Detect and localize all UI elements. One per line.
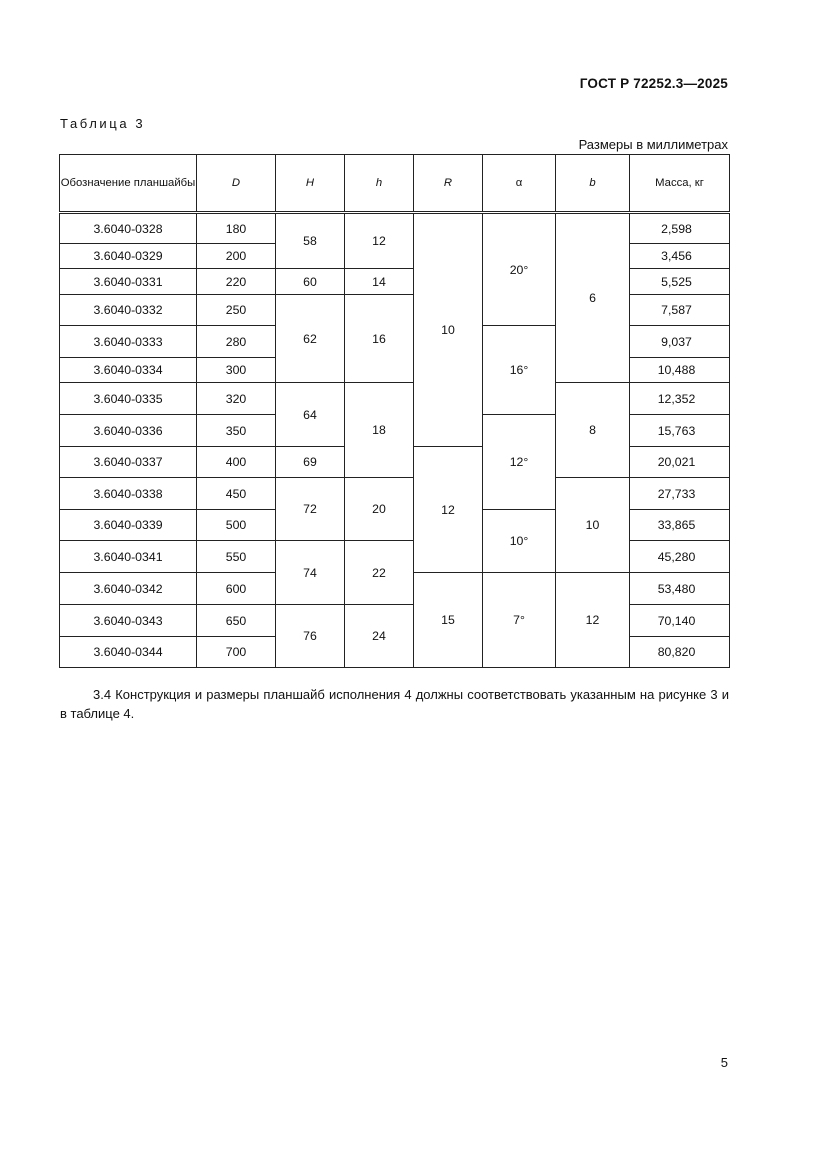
col-header-H: H [276, 155, 345, 213]
d-cell: 450 [197, 478, 276, 510]
table-row [60, 605, 730, 637]
h-upper-cell: 74 [276, 541, 345, 605]
mass-cell: 9,037 [630, 326, 730, 358]
h-upper-cell: 69 [276, 447, 345, 478]
b-cell: 10 [556, 478, 630, 573]
r-cell: 15 [414, 573, 483, 668]
table-row [60, 541, 730, 573]
h-upper-cell: 72 [276, 478, 345, 541]
table-row [60, 269, 730, 295]
col-header-mass: Масса, кг [630, 155, 730, 213]
mass-cell: 2,598 [630, 213, 730, 244]
mass-cell: 5,525 [630, 269, 730, 295]
mass-cell: 7,587 [630, 295, 730, 326]
d-cell: 650 [197, 605, 276, 637]
d-cell: 700 [197, 637, 276, 668]
mass-cell: 15,763 [630, 415, 730, 447]
h-upper-cell: 58 [276, 213, 345, 269]
designation-cell: 3.6040-0339 [60, 510, 197, 541]
table-row [60, 213, 730, 244]
designation-cell: 3.6040-0331 [60, 269, 197, 295]
d-cell: 220 [197, 269, 276, 295]
designation-cell: 3.6040-0334 [60, 358, 197, 383]
designation-cell: 3.6040-0338 [60, 478, 197, 510]
mass-cell: 20,021 [630, 447, 730, 478]
d-cell: 280 [197, 326, 276, 358]
designation-cell: 3.6040-0336 [60, 415, 197, 447]
col-header-h: h [345, 155, 414, 213]
d-cell: 350 [197, 415, 276, 447]
col-header-D: D [197, 155, 276, 213]
mass-cell: 12,352 [630, 383, 730, 415]
alpha-cell: 20° [483, 213, 556, 326]
col-header-alpha: α [483, 155, 556, 213]
body-paragraph: 3.4 Конструкция и размеры планшайб исполнения 4 должны соответствовать указанным на рисунке 3 и в таблице 4. [60, 687, 729, 721]
h-lower-cell: 20 [345, 478, 414, 541]
table-row [60, 383, 730, 415]
designation-cell: 3.6040-0344 [60, 637, 197, 668]
h-upper-cell: 76 [276, 605, 345, 668]
table-header-row [60, 155, 730, 213]
designation-cell: 3.6040-0341 [60, 541, 197, 573]
page-number: 5 [720, 1055, 728, 1070]
h-lower-cell: 14 [345, 269, 414, 295]
mass-cell: 80,820 [630, 637, 730, 668]
alpha-cell: 12° [483, 415, 556, 510]
units-note: Размеры в миллиметрах [578, 137, 728, 152]
h-lower-cell: 16 [345, 295, 414, 383]
h-lower-cell: 22 [345, 541, 414, 605]
designation-cell: 3.6040-0328 [60, 213, 197, 244]
col-header-b: b [556, 155, 630, 213]
h-lower-cell: 24 [345, 605, 414, 668]
d-cell: 200 [197, 244, 276, 269]
mass-cell: 10,488 [630, 358, 730, 383]
col-header-R: R [414, 155, 483, 213]
b-cell: 8 [556, 383, 630, 478]
r-cell: 10 [414, 213, 483, 447]
d-cell: 320 [197, 383, 276, 415]
designation-cell: 3.6040-0343 [60, 605, 197, 637]
standard-header: ГОСТ Р 72252.3—2025 [579, 76, 728, 91]
designation-cell: 3.6040-0329 [60, 244, 197, 269]
designation-cell: 3.6040-0335 [60, 383, 197, 415]
b-cell: 12 [556, 573, 630, 668]
designation-cell: 3.6040-0332 [60, 295, 197, 326]
dimensions-table [59, 154, 730, 668]
alpha-cell: 16° [483, 326, 556, 415]
d-cell: 500 [197, 510, 276, 541]
designation-cell: 3.6040-0342 [60, 573, 197, 605]
table-caption: Таблица 3 [60, 116, 146, 131]
h-upper-cell: 60 [276, 269, 345, 295]
d-cell: 180 [197, 213, 276, 244]
col-header-designation: Обозначение планшайбы [60, 155, 197, 213]
d-cell: 550 [197, 541, 276, 573]
designation-cell: 3.6040-0337 [60, 447, 197, 478]
mass-cell: 70,140 [630, 605, 730, 637]
h-lower-cell: 18 [345, 383, 414, 478]
designation-cell: 3.6040-0333 [60, 326, 197, 358]
mass-cell: 3,456 [630, 244, 730, 269]
d-cell: 400 [197, 447, 276, 478]
mass-cell: 45,280 [630, 541, 730, 573]
h-upper-cell: 62 [276, 295, 345, 383]
mass-cell: 27,733 [630, 478, 730, 510]
mass-cell: 33,865 [630, 510, 730, 541]
h-upper-cell: 64 [276, 383, 345, 447]
d-cell: 250 [197, 295, 276, 326]
d-cell: 600 [197, 573, 276, 605]
mass-cell: 53,480 [630, 573, 730, 605]
r-cell: 12 [414, 447, 483, 573]
table-row [60, 295, 730, 326]
alpha-cell: 10° [483, 510, 556, 573]
d-cell: 300 [197, 358, 276, 383]
b-cell: 6 [556, 213, 630, 383]
alpha-cell: 7° [483, 573, 556, 668]
h-lower-cell: 12 [345, 213, 414, 269]
table-row [60, 478, 730, 510]
